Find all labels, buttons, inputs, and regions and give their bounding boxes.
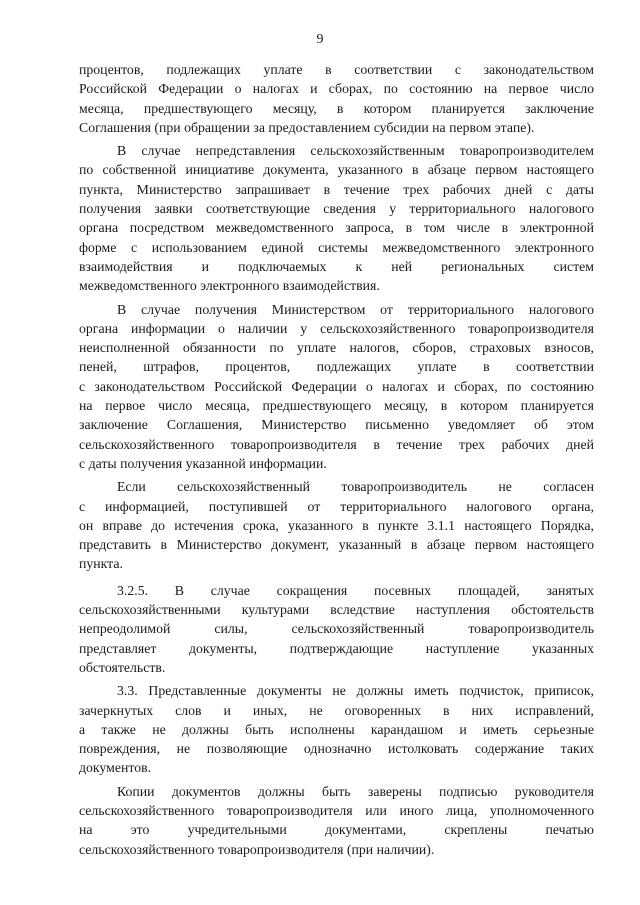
text-line: сельскохозяйственными культурами вследствие наступления обстоятельств xyxy=(79,602,594,618)
text-line: заключение Соглашения, Министерство письменно уведомляет об этом xyxy=(79,417,594,433)
document-body xyxy=(79,60,594,859)
text-line: получения заявки соответствующие сведения у территориального налогового xyxy=(79,201,594,217)
text-line: взаимодействия и подключаемых к ней региональных систем xyxy=(79,258,594,274)
text-line: неисполненной обязанности по уплате налогов, сборов, страховых взносов, xyxy=(79,340,594,356)
text-line: форме с использованием единой системы межведомственного электронного xyxy=(79,239,594,255)
paragraph xyxy=(79,681,594,777)
paragraph xyxy=(79,782,594,859)
text-line: пункта, Министерство запрашивает в течение трех рабочих дней с даты xyxy=(79,181,594,197)
text-line: 3.2.5. В случае сокращения посевных площадей, занятых xyxy=(117,582,594,598)
text-line: представляет документы, подтверждающие наступление указанных xyxy=(79,640,594,656)
text-line: сельскохозяйственного товаропроизводителя или иного лица, уполномоченного xyxy=(79,802,594,818)
text-line: месяца, предшествующего месяцу, в котором планируется заключение xyxy=(79,100,594,116)
text-line: сельскохозяйственного товаропроизводителя в течение трех рабочих дней xyxy=(79,436,594,452)
text-line: В случае получения Министерством от территориального налогового xyxy=(117,301,594,317)
text-line: зачеркнутых слов и иных, не оговоренных в них исправлений, xyxy=(79,702,594,718)
text-line: с информацией, поступившей от территориального налогового органа, xyxy=(79,498,594,514)
text-line: органа информации о наличии у сельскохозяйственного товаропроизводителя xyxy=(79,320,594,336)
text-line: сельскохозяйственного товаропроизводителя (при наличии). xyxy=(79,841,435,857)
text-line: Если сельскохозяйственный товаропроизводитель не согласен xyxy=(117,479,594,495)
text-line: непреодолимой силы, сельскохозяйственный товаропроизводитель xyxy=(79,621,594,637)
text-line: Копии документов должны быть заверены подписью руководителя xyxy=(117,783,594,799)
text-line: с даты получения указанной информации. xyxy=(79,455,327,471)
page-number: 9 xyxy=(316,32,324,47)
text-line: с законодательством Российской Федерации о налогах и сборах, по состоянию xyxy=(79,378,594,394)
text-line: 3.3. Представленные документы не должны иметь подчисток, приписок, xyxy=(117,683,594,699)
text-line: обстоятельств. xyxy=(79,659,166,675)
paragraph xyxy=(79,300,594,474)
text-line: он вправе до истечения срока, указанного в пункте 3.1.1 настоящего Порядка, xyxy=(79,517,594,533)
text-line: на первое число месяца, предшествующего месяцу, в котором планируется xyxy=(79,398,594,414)
paragraph xyxy=(79,60,594,137)
text-line: по собственной инициативе документа, указанного в абзаце первом настоящего xyxy=(79,162,594,178)
paragraph xyxy=(79,141,594,295)
text-line: пункта. xyxy=(79,556,123,572)
text-line: Соглашения (при обращении за предоставлением субсидии на первом этапе). xyxy=(79,119,535,135)
text-line: межведомственного электронного взаимодействия. xyxy=(79,278,380,294)
text-line: на это учредительными документами, скреплены печатью xyxy=(79,822,594,838)
text-line: органа посредством межведомственного запроса, в том числе в электронной xyxy=(79,220,594,236)
paragraph xyxy=(79,477,594,573)
paragraph xyxy=(79,581,594,677)
text-line: документов. xyxy=(79,760,152,776)
text-line: представить в Министерство документ, указанный в абзаце первом настоящего xyxy=(79,537,594,553)
text-line: а также не должны быть исполнены карандашом и иметь серьезные xyxy=(79,721,594,737)
text-line: повреждения, не позволяющие однозначно истолковать содержание таких xyxy=(79,741,594,757)
text-line: В случае непредставления сельскохозяйственным товаропроизводителем xyxy=(117,143,594,159)
text-line: процентов, подлежащих уплате в соответствии с законодательством xyxy=(79,62,594,77)
text-line: Российской Федерации о налогах и сборах, по состоянию на первое число xyxy=(79,81,594,97)
text-line: пеней, штрафов, процентов, подлежащих уплате в соответствии xyxy=(79,359,594,375)
